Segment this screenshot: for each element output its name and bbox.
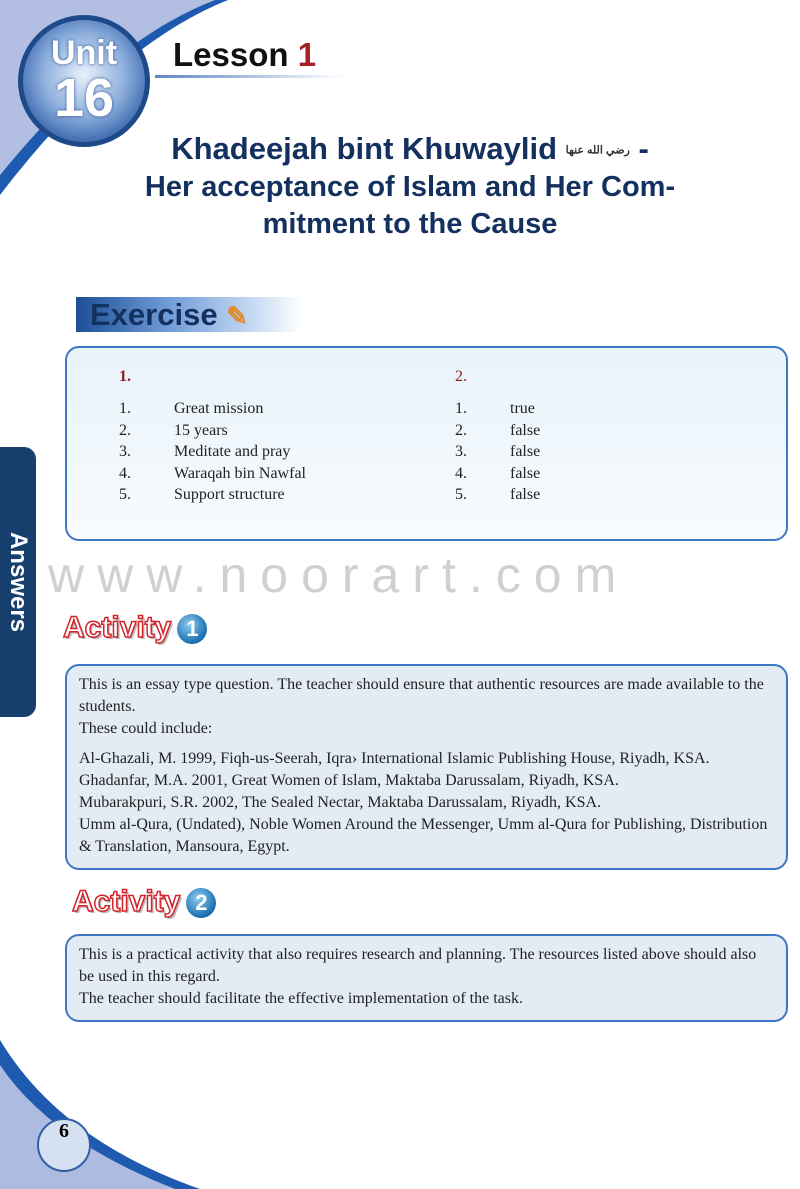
- item-number: 4.: [119, 464, 131, 482]
- item-number: 3.: [119, 443, 131, 460]
- item-number: 5.: [455, 486, 467, 503]
- paragraph: These could include:: [79, 720, 213, 737]
- paragraph: This is a practical activity that also requires research and planning. The resources listed above should also be used in this regard.: [79, 946, 757, 985]
- paragraph: The teacher should facilitate the effective implementation of the task.: [79, 990, 523, 1007]
- item-text: true: [510, 400, 535, 417]
- activity-heading-text: Activity: [63, 611, 172, 644]
- item-text: Great mission: [174, 400, 264, 417]
- unit-label: Unit: [50, 34, 118, 72]
- column-heading: 2.: [455, 368, 467, 385]
- item-text: Meditate and pray: [174, 443, 291, 460]
- list-item: [455, 486, 540, 508]
- answers-side-tab: [0, 447, 36, 717]
- item-text: 15 years: [174, 421, 228, 439]
- divider: [155, 75, 345, 78]
- item-text: false: [510, 486, 541, 503]
- lesson-label: Lesson: [173, 36, 289, 73]
- activity-1-box: [65, 664, 788, 870]
- item-number: 2.: [455, 421, 467, 439]
- item-text: false: [510, 464, 541, 482]
- lesson-heading: [173, 36, 316, 74]
- exercise-answers-box: [65, 346, 788, 541]
- title-line: Her acceptance of Islam and Her Com-: [144, 171, 676, 204]
- title-line: mitment to the Cause: [262, 208, 558, 241]
- list-item: [455, 465, 540, 487]
- item-number: 4.: [455, 464, 467, 482]
- item-number: 2.: [119, 421, 131, 439]
- page-number: 6: [37, 1118, 91, 1172]
- column-heading: 1.: [119, 368, 131, 385]
- exercise-heading: [76, 297, 301, 332]
- exercise-heading-text: Exercise: [90, 297, 218, 332]
- page-title: [60, 130, 760, 243]
- item-text: Waraqah bin Nawfal: [174, 464, 306, 482]
- reference: Ghadanfar, M.A. 2001, Great Women of Islam, Maktaba Darussalam, Riyadh, KSA.: [79, 772, 619, 789]
- activity-number-badge: 1: [177, 614, 207, 644]
- item-number: 1.: [119, 400, 131, 417]
- activities-section: [63, 610, 788, 1022]
- side-tab-label: Answers: [5, 531, 32, 633]
- answer-column-1: [119, 368, 306, 508]
- list-item: [455, 443, 540, 465]
- unit-number: 16: [53, 68, 115, 128]
- paragraph: This is an essay type question. The teacher should ensure that authentic resources are made available to the students.: [79, 676, 764, 715]
- activity-number-badge: 2: [186, 888, 216, 918]
- title-line: Khadeejah bint Khuwaylid: [171, 131, 558, 166]
- activity-2-box: [65, 934, 788, 1022]
- activity-1-heading: [63, 610, 788, 650]
- reference: Al-Ghazali, M. 1999, Fiqh-us-Seerah, Iqra› International Islamic Publishing House, Riyadh, KSA.: [79, 750, 710, 767]
- item-text: Support structure: [174, 486, 285, 503]
- lesson-number: 1: [297, 36, 317, 73]
- list-item: [119, 400, 306, 422]
- watermark: www.noorart.com: [48, 547, 630, 603]
- reference: Umm al-Qura, (Undated), Noble Women Around the Messenger, Umm al-Qura for Publishing, Distribution & Translation, Mansoura, Egypt.: [79, 816, 768, 855]
- item-number: 1.: [455, 400, 467, 417]
- list-item: [119, 465, 306, 487]
- list-item: [455, 422, 540, 444]
- title-dash: -: [638, 131, 649, 166]
- answer-column-2: [455, 368, 540, 508]
- item-number: 3.: [455, 443, 467, 460]
- item-number: 5.: [119, 486, 131, 503]
- reference: Mubarakpuri, S.R. 2002, The Sealed Nectar, Maktaba Darussalam, Riyadh, KSA.: [79, 794, 602, 811]
- list-item: [455, 400, 540, 422]
- checklist-icon: ✎: [226, 301, 248, 331]
- activity-heading-text: Activity: [72, 885, 181, 918]
- list-item: [119, 443, 306, 465]
- unit-badge: [18, 15, 150, 147]
- list-item: [119, 422, 306, 444]
- honorific-seal: رضي الله عنها: [565, 144, 630, 157]
- item-text: false: [510, 421, 541, 439]
- item-text: false: [510, 443, 541, 460]
- list-item: [119, 486, 306, 508]
- activity-2-heading: [72, 884, 788, 924]
